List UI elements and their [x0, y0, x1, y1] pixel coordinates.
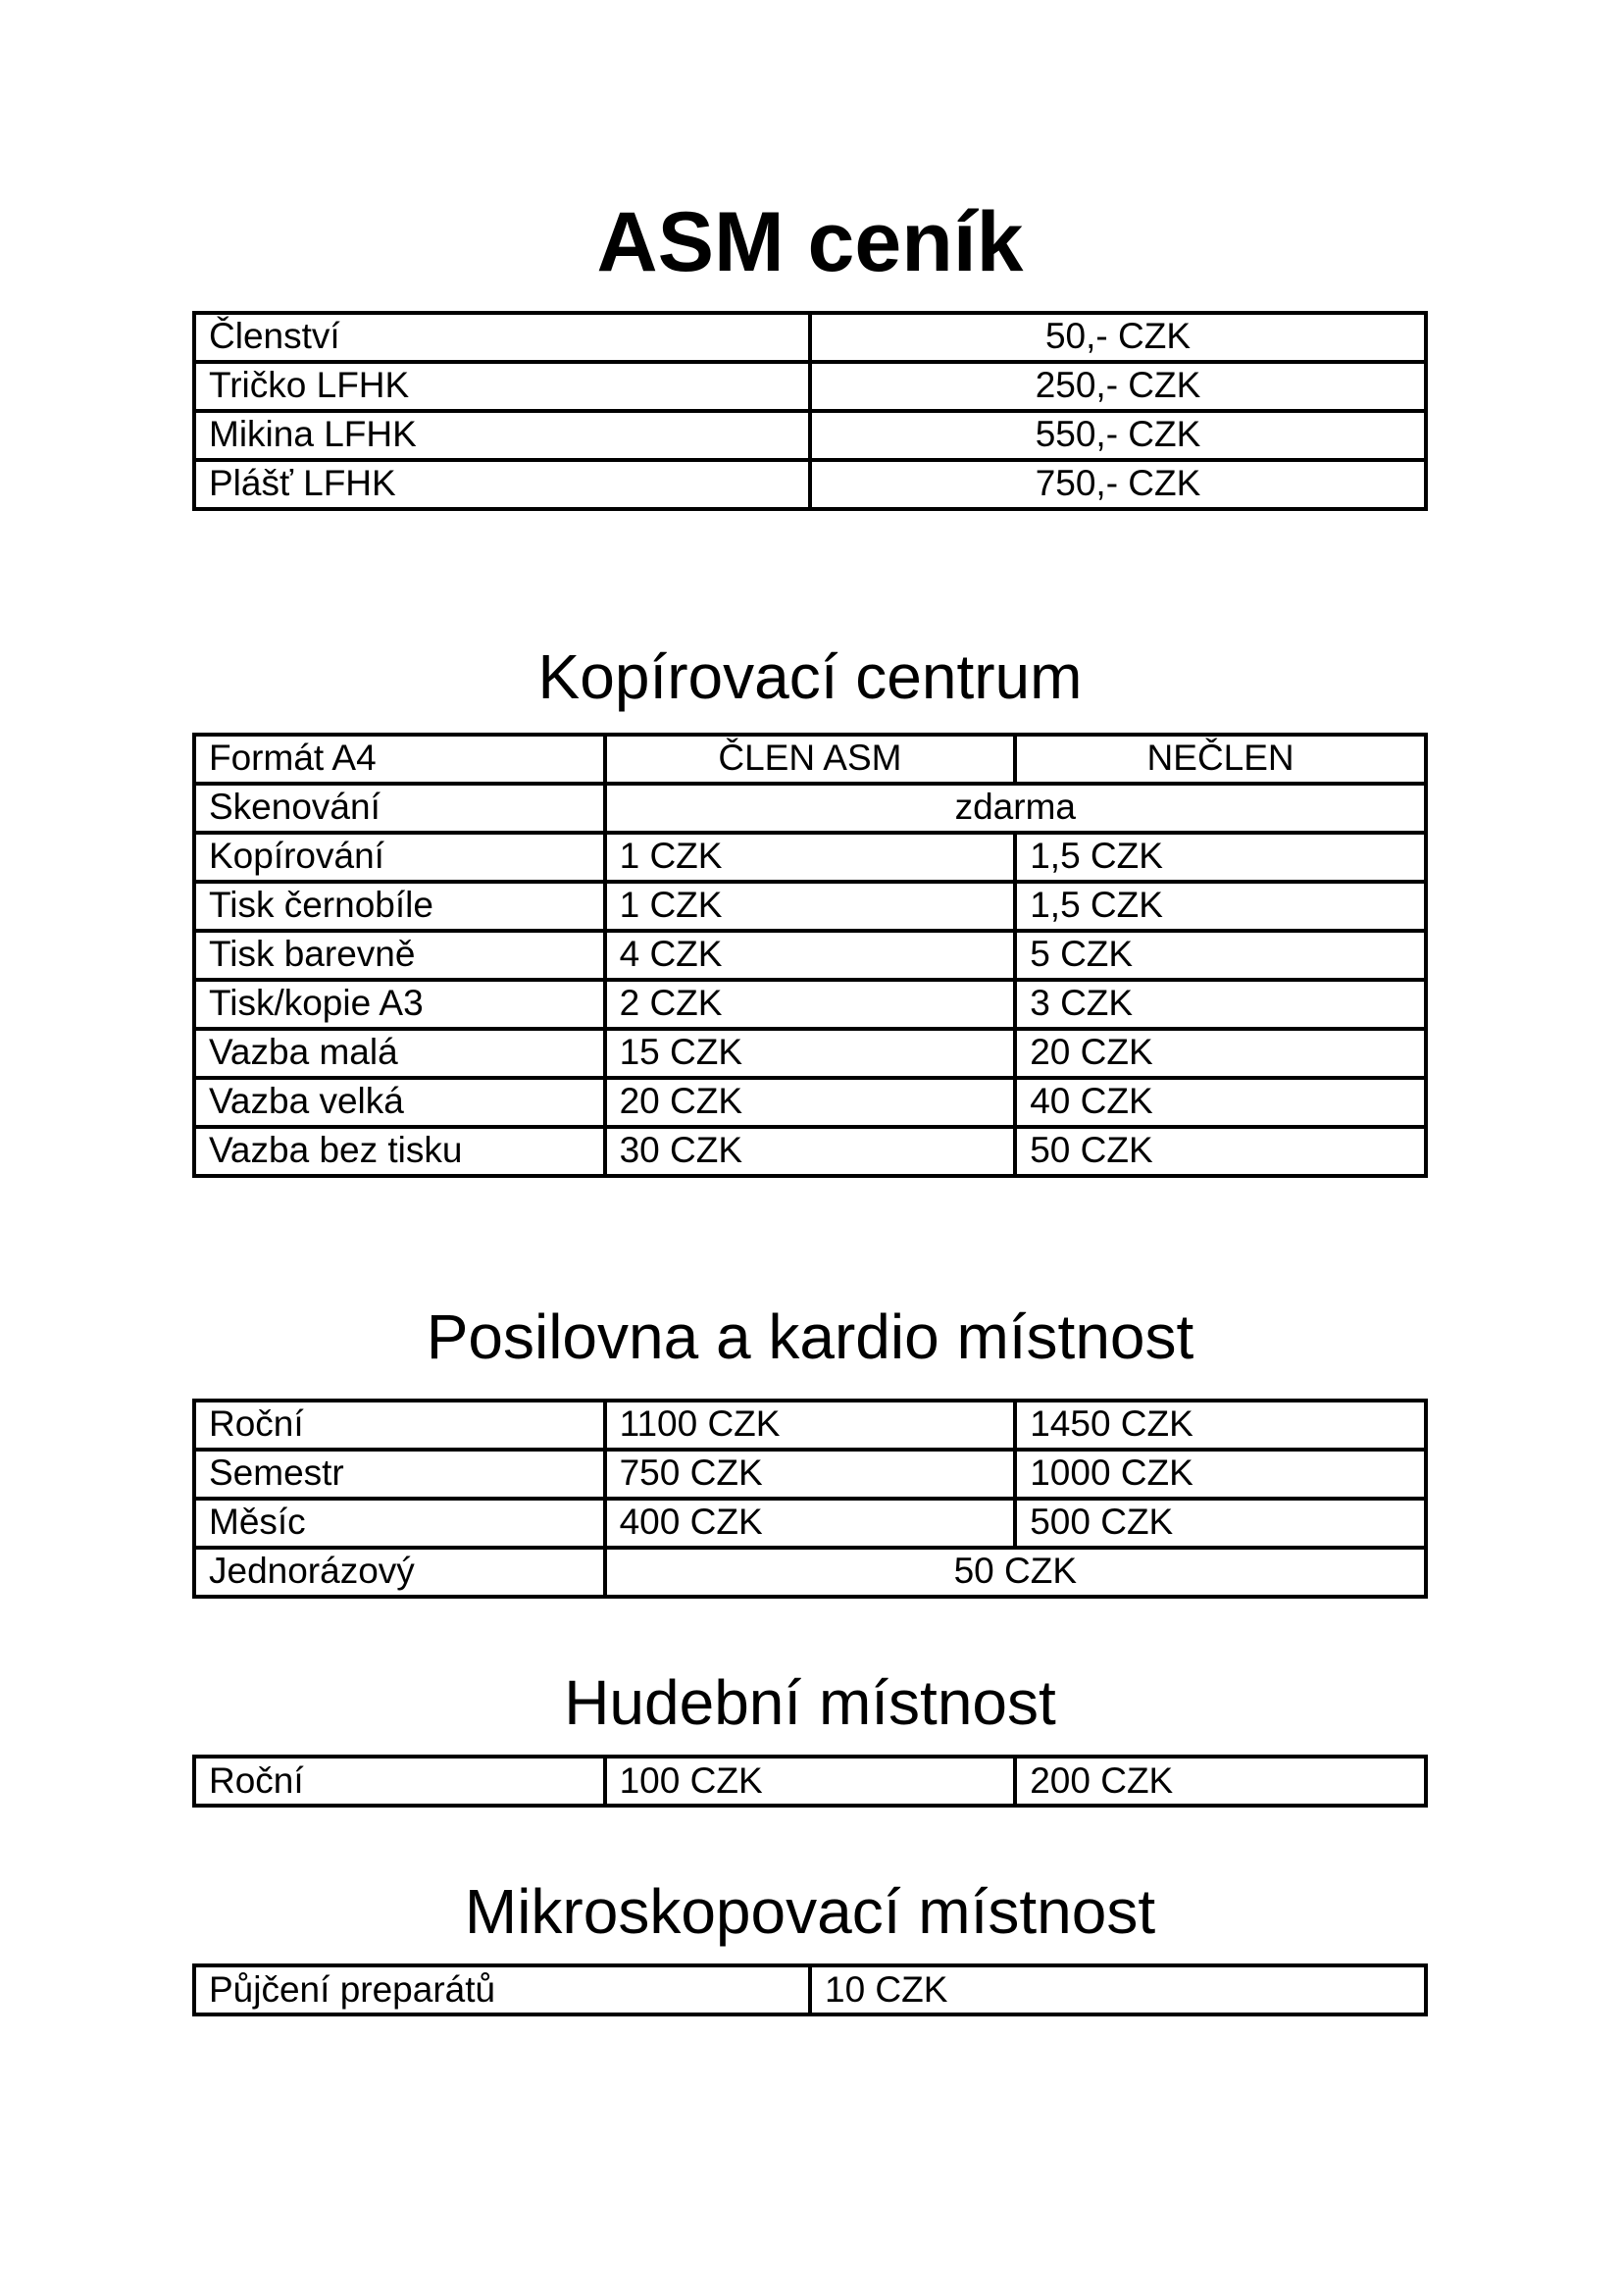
nonmember-price-cell: 40 CZK: [1015, 1078, 1426, 1127]
item-label-cell: Vazba bez tisku: [194, 1127, 605, 1176]
header-nonmember-cell: NEČLEN: [1015, 735, 1426, 784]
table-row: [194, 1757, 1426, 1806]
item-label-cell: Tisk černobíle: [194, 882, 605, 931]
item-label-cell: Vazba malá: [194, 1029, 605, 1078]
item-label-cell: Vazba velká: [194, 1078, 605, 1127]
section-heading-copy-center: Kopírovací centrum: [537, 640, 1083, 712]
item-label-cell: Roční: [194, 1401, 605, 1450]
item-label-cell: Mikina LFHK: [194, 411, 810, 460]
price-cell: 50,- CZK: [810, 313, 1426, 362]
table-row: [194, 1078, 1426, 1127]
table-row: [194, 1965, 1426, 2014]
page-title: ASM ceník: [596, 195, 1024, 289]
price-cell: 550,- CZK: [810, 411, 1426, 460]
table-row: [194, 313, 1426, 362]
table-row: [194, 1127, 1426, 1176]
item-label-cell: Půjčení preparátů: [194, 1965, 810, 2014]
item-label-cell: Měsíc: [194, 1499, 605, 1548]
item-label-cell: Tričko LFHK: [194, 362, 810, 411]
table-row: [194, 460, 1426, 509]
table-row: [194, 980, 1426, 1029]
table-row: [194, 882, 1426, 931]
table-row: [194, 411, 1426, 460]
nonmember-price-cell: 20 CZK: [1015, 1029, 1426, 1078]
item-label-cell: Kopírování: [194, 833, 605, 882]
header-member-cell: ČLEN ASM: [605, 735, 1016, 784]
price-cell: 10 CZK: [810, 1965, 1426, 2014]
item-label-cell: Tisk/kopie A3: [194, 980, 605, 1029]
nonmember-price-cell: 50 CZK: [1015, 1127, 1426, 1176]
table-row: [194, 362, 1426, 411]
member-price-cell: 15 CZK: [605, 1029, 1016, 1078]
nonmember-price-cell: 200 CZK: [1015, 1757, 1426, 1806]
nonmember-price-cell: 5 CZK: [1015, 931, 1426, 980]
section-heading-gym: Posilovna a kardio místnost: [426, 1300, 1194, 1372]
table-header-row: [194, 735, 1426, 784]
member-price-cell: 30 CZK: [605, 1127, 1016, 1176]
table-row: [194, 1029, 1426, 1078]
table-row: [194, 1450, 1426, 1499]
item-label-cell: Skenování: [194, 784, 605, 833]
member-price-cell: 1100 CZK: [605, 1401, 1016, 1450]
item-label-cell: Jednorázový: [194, 1548, 605, 1597]
item-label-cell: Tisk barevně: [194, 931, 605, 980]
table-row: [194, 1548, 1426, 1597]
table-row: [194, 1499, 1426, 1548]
table-row: [194, 833, 1426, 882]
membership-table: [192, 311, 1428, 511]
table-row: [194, 784, 1426, 833]
merged-price-cell: zdarma: [605, 784, 1426, 833]
nonmember-price-cell: 1450 CZK: [1015, 1401, 1426, 1450]
item-label-cell: Roční: [194, 1757, 605, 1806]
member-price-cell: 20 CZK: [605, 1078, 1016, 1127]
item-label-cell: Semestr: [194, 1450, 605, 1499]
member-price-cell: 1 CZK: [605, 833, 1016, 882]
nonmember-price-cell: 1,5 CZK: [1015, 833, 1426, 882]
member-price-cell: 4 CZK: [605, 931, 1016, 980]
member-price-cell: 750 CZK: [605, 1450, 1016, 1499]
gym-table: [192, 1399, 1428, 1599]
price-cell: 250,- CZK: [810, 362, 1426, 411]
table-row: [194, 1401, 1426, 1450]
member-price-cell: 100 CZK: [605, 1757, 1016, 1806]
price-cell: 750,- CZK: [810, 460, 1426, 509]
nonmember-price-cell: 1,5 CZK: [1015, 882, 1426, 931]
table-row: [194, 931, 1426, 980]
copy-center-table: [192, 733, 1428, 1178]
section-heading-microscopy-room: Mikroskopovací místnost: [464, 1875, 1156, 1947]
item-label-cell: Členství: [194, 313, 810, 362]
header-format-cell: Formát A4: [194, 735, 605, 784]
item-label-cell: Plášť LFHK: [194, 460, 810, 509]
merged-price-cell: 50 CZK: [605, 1548, 1426, 1597]
member-price-cell: 400 CZK: [605, 1499, 1016, 1548]
member-price-cell: 2 CZK: [605, 980, 1016, 1029]
music-room-table: [192, 1755, 1428, 1808]
microscopy-room-table: [192, 1963, 1428, 2016]
nonmember-price-cell: 500 CZK: [1015, 1499, 1426, 1548]
section-heading-music-room: Hudební místnost: [564, 1666, 1056, 1738]
nonmember-price-cell: 3 CZK: [1015, 980, 1426, 1029]
member-price-cell: 1 CZK: [605, 882, 1016, 931]
nonmember-price-cell: 1000 CZK: [1015, 1450, 1426, 1499]
